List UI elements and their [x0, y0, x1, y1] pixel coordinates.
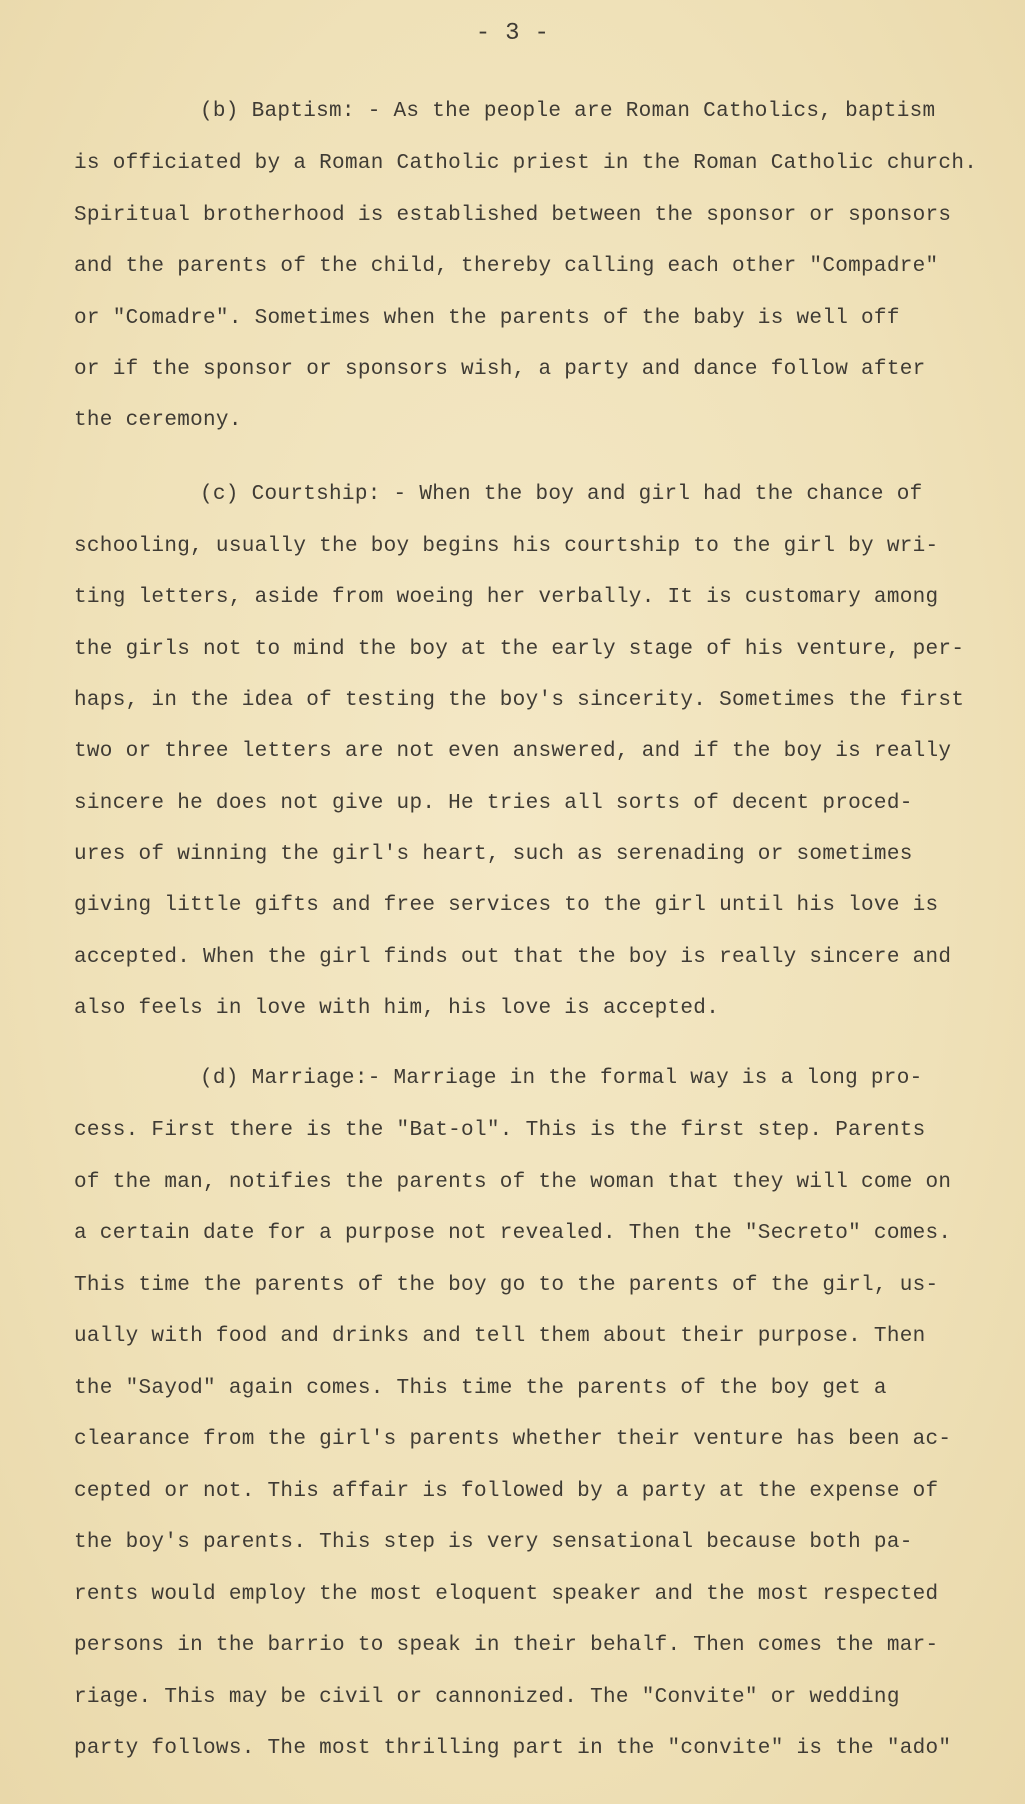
courtship-line-2: schooling, usually the boy begins his courtship to the girl by wri-	[74, 535, 939, 558]
baptism-line-2: is officiated by a Roman Catholic priest in the Roman Catholic church.	[74, 152, 978, 175]
courtship-line-9: giving little gifts and free services to the girl until his love is	[74, 894, 939, 917]
courtship-line-7: sincere he does not give up. He tries all sorts of decent proced-	[74, 792, 913, 815]
marriage-line-8: clearance from the girl's parents whether their venture has been ac-	[74, 1428, 952, 1451]
courtship-line-4: the girls not to mind the boy at the early stage of his venture, per-	[74, 638, 965, 661]
marriage-line-12: persons in the barrio to speak in their behalf. Then comes the mar-	[74, 1634, 939, 1657]
baptism-line-1: (b) Baptism: - As the people are Roman Catholics, baptism	[200, 100, 936, 123]
courtship-line-8: ures of winning the girl's heart, such as serenading or sometimes	[74, 843, 913, 866]
marriage-line-3: of the man, notifies the parents of the woman that they will come on	[74, 1171, 952, 1194]
marriage-line-9: cepted or not. This affair is followed by a party at the expense of	[74, 1480, 939, 1503]
baptism-line-6: or if the sponsor or sponsors wish, a party and dance follow after	[74, 358, 926, 381]
marriage-line-11: rents would employ the most eloquent speaker and the most respected	[74, 1583, 939, 1606]
marriage-line-4: a certain date for a purpose not revealed. Then the "Secreto" comes.	[74, 1222, 952, 1245]
marriage-line-6: ually with food and drinks and tell them about their purpose. Then	[74, 1325, 926, 1348]
courtship-line-1: (c) Courtship: - When the boy and girl had the chance of	[200, 483, 923, 506]
courtship-line-6: two or three letters are not even answered, and if the boy is really	[74, 740, 952, 763]
baptism-line-3: Spiritual brotherhood is established between the sponsor or sponsors	[74, 204, 952, 227]
courtship-line-10: accepted. When the girl finds out that the boy is really sincere and	[74, 946, 952, 969]
marriage-line-10: the boy's parents. This step is very sensational because both pa-	[74, 1531, 913, 1554]
marriage-line-1: (d) Marriage:- Marriage in the formal way is a long pro-	[200, 1067, 923, 1090]
marriage-line-14: party follows. The most thrilling part in the "convite" is the "ado"	[74, 1737, 952, 1760]
marriage-line-2: cess. First there is the "Bat-ol". This is the first step. Parents	[74, 1119, 926, 1142]
baptism-line-4: and the parents of the child, thereby calling each other "Compadre"	[74, 255, 939, 278]
marriage-line-5: This time the parents of the boy go to the parents of the girl, us-	[74, 1274, 939, 1297]
courtship-line-5: haps, in the idea of testing the boy's sincerity. Sometimes the first	[74, 689, 965, 712]
marriage-line-13: riage. This may be civil or cannonized. The "Convite" or wedding	[74, 1686, 900, 1709]
baptism-line-7: the ceremony.	[74, 409, 242, 432]
courtship-line-11: also feels in love with him, his love is accepted.	[74, 997, 720, 1020]
page-number: - 3 -	[475, 20, 550, 47]
marriage-line-7: the "Sayod" again comes. This time the parents of the boy get a	[74, 1377, 887, 1400]
courtship-line-3: ting letters, aside from woeing her verbally. It is customary among	[74, 586, 939, 609]
baptism-line-5: or "Comadre". Sometimes when the parents of the baby is well off	[74, 307, 900, 330]
